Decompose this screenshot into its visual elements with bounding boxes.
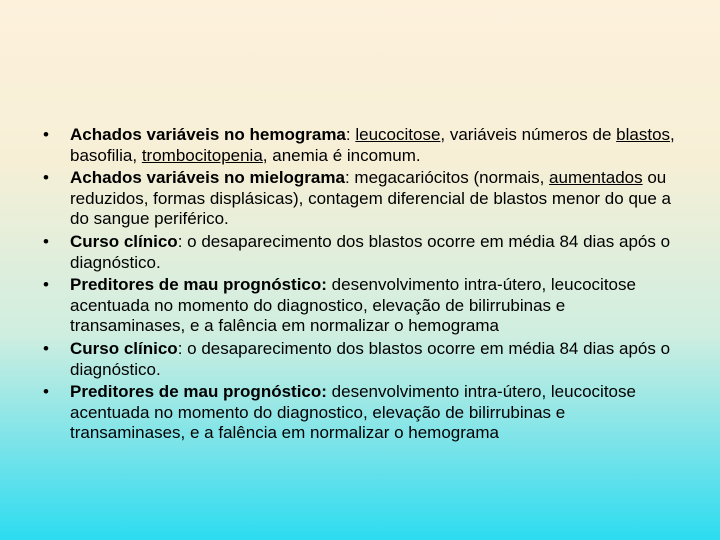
bullet-heading: Achados variáveis no hemograma	[70, 125, 346, 144]
bullet-text: desenvolvimento intra-útero, leucocitose acentuada no momento do diagnostico, elevação de bilirrubinas e transaminases, e a falência em normalizar o hemograma	[70, 275, 636, 336]
bullet-dot-icon: •	[43, 382, 49, 402]
bullet-text: , variáveis números de	[440, 125, 617, 144]
underlined-term: aumentados	[549, 168, 643, 188]
bullet-item	[40, 275, 680, 337]
bullet-dot-icon: •	[43, 125, 49, 144]
bullet-text: , basofilia,	[70, 125, 675, 165]
bullet-heading: Preditores de mau prognóstico:	[70, 382, 327, 402]
bullet-item	[40, 382, 680, 444]
bullet-separator: :	[344, 168, 355, 188]
bullet-item	[40, 125, 680, 166]
bullet-text: , anemia é incomum.	[262, 145, 421, 165]
bullet-item	[40, 232, 680, 273]
bullet-heading: Achados variáveis no mielograma	[70, 168, 345, 188]
bullet-item	[40, 168, 680, 230]
bullet-text: desenvolvimento intra-útero, leucocitose acentuada no momento do diagnostico, elevação de bilirrubinas e transaminases, e a falência em normalizar o hemograma	[70, 382, 636, 443]
bullet-heading: Curso clínico	[70, 231, 178, 251]
bullet-dot-icon: •	[43, 231, 49, 251]
bullet-dot-icon: •	[43, 168, 49, 188]
bullet-separator: :	[177, 338, 188, 358]
bullet-text: o desaparecimento dos blastos ocorre em média 84 dias após o diagnóstico.	[70, 231, 671, 272]
bullet-dot-icon: •	[43, 275, 49, 295]
underlined-term: leucocitose	[355, 125, 441, 144]
bullet-text: ou reduzidos, formas displásicas), contagem diferencial de blastos menor do que a do sangue periférico.	[70, 168, 671, 229]
bullet-separator: :	[345, 125, 356, 144]
bullet-text: o desaparecimento dos blastos ocorre em média 84 dias após o diagnóstico.	[70, 338, 671, 379]
bullet-text: megacariócitos (normais,	[354, 168, 550, 188]
bullet-separator: :	[177, 231, 188, 251]
underlined-term: blastos	[616, 125, 671, 144]
bullet-heading: Preditores de mau prognóstico:	[70, 275, 327, 295]
bullet-list	[40, 125, 680, 446]
bullet-heading: Curso clínico	[70, 338, 178, 358]
bullet-item	[40, 339, 680, 380]
underlined-term: trombocitopenia	[141, 145, 263, 165]
bullet-dot-icon: •	[43, 338, 49, 358]
